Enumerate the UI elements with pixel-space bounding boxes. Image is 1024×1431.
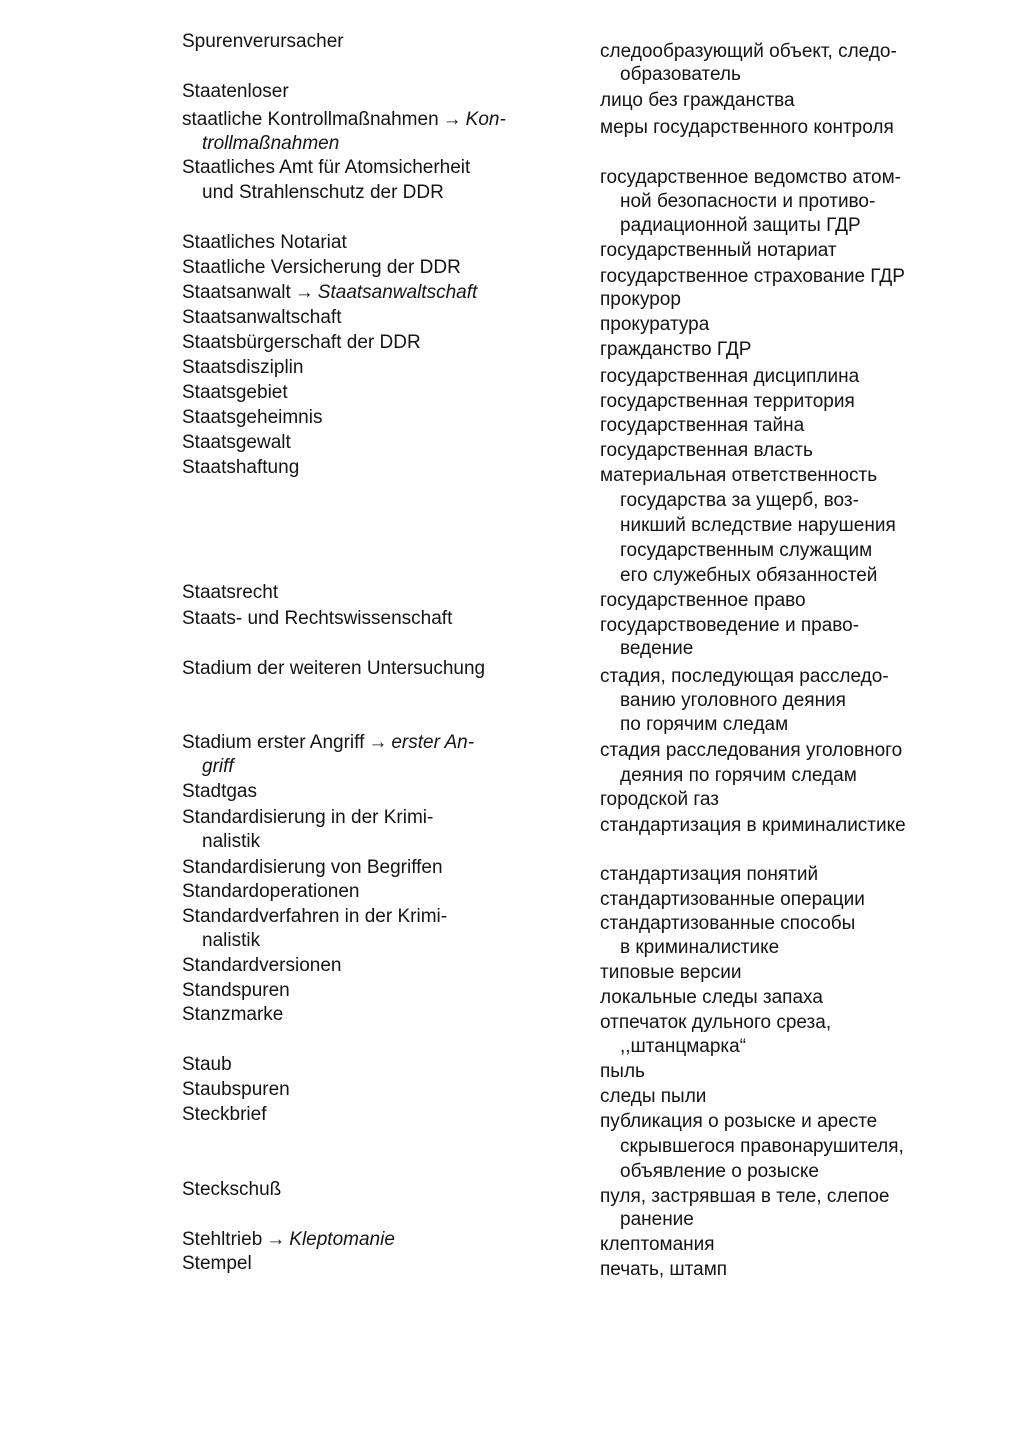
de-term: Stadtgas [182,781,257,802]
de-term: Stehltrieb → Kleptomanie [182,1229,395,1250]
ru-translation: государственная тайна [600,415,805,436]
ru-translation: печать, штамп [600,1259,728,1280]
cross-reference-arrow-icon: → [266,1229,286,1250]
de-term: Staats- und Rechtswissenschaft [182,608,453,629]
ru-translation: клептомания [600,1234,715,1255]
de-term: Staatsanwalt → Staatsanwaltschaft [182,282,478,303]
de-term-continuation: trollmaßnahmen [202,133,340,154]
cross-reference[interactable]: erster An- [391,732,475,753]
ru-translation: стандартизация в криминалистике [600,815,906,836]
de-term: Staatshaftung [182,457,300,478]
ru-translation: меры государственного контроля [600,117,894,138]
ru-translation: государствоведение и право- [600,615,860,636]
ru-translation: пуля, застрявшая в теле, слепое [600,1186,890,1207]
ru-translation: гражданство ГДР [600,339,752,360]
ru-translation: государственное право [600,590,806,611]
de-term: Stadium erster Angriff → erster An- [182,732,475,753]
de-term: Standardoperationen [182,881,360,902]
ru-translation-continuation: образователь [620,64,741,85]
de-term-continuation: nalistik [202,831,261,852]
cross-reference-arrow-icon: → [368,732,388,753]
ru-translation: стадия расследования уголовного [600,740,903,761]
de-term: Standspuren [182,980,290,1001]
de-term: Staatliches Amt für Atomsicherheit [182,157,471,178]
ru-translation-continuation: скрывшегося правонарушителя, [620,1136,904,1157]
de-term: Staatsgewalt [182,432,291,453]
de-term-continuation: und Strahlenschutz der DDR [202,182,444,203]
de-term: Staatsgeheimnis [182,407,323,428]
ru-translation: следы пыли [600,1086,707,1107]
de-term: Standardisierung von Begriffen [182,857,443,878]
ru-translation: типовые версии [600,962,742,983]
ru-translation: государственная территория [600,391,855,412]
ru-translation: государственная власть [600,440,813,461]
ru-translation-continuation: по горячим следам [620,714,789,735]
ru-translation: материальная ответственность [600,465,878,486]
de-term: Staatsanwaltschaft [182,307,342,328]
ru-translation: государственное страхование ГДР [600,266,905,287]
ru-translation-continuation: в криминалистике [620,937,780,958]
de-term: staatliche Kontrollmaßnahmen → Kon- [182,109,506,130]
ru-translation-continuation: государственным служащим [620,540,873,561]
de-term: Staatsgebiet [182,382,288,403]
de-term-continuation: nalistik [202,930,261,951]
de-term: Staubspuren [182,1079,290,1100]
de-term: Stanzmarke [182,1004,284,1025]
de-term: Staub [182,1054,232,1075]
de-term: Staatsbürgerschaft der DDR [182,332,421,353]
ru-translation-continuation: ранение [620,1209,694,1230]
cross-reference[interactable]: Kon- [465,109,506,130]
ru-translation: лицо без гражданства [600,90,795,111]
cross-reference-arrow-icon: → [294,282,314,303]
ru-translation: пыль [600,1061,645,1082]
de-term: Standardverfahren in der Krimi- [182,906,448,927]
ru-translation: следообразующий объект, следо- [600,41,897,62]
cross-reference[interactable]: Kleptomanie [289,1229,395,1250]
ru-translation: стадия, последующая расследо- [600,666,889,687]
ru-translation: отпечаток дульного среза, [600,1012,832,1033]
ru-translation: локальные следы запаха [600,987,823,1008]
ru-translation: публикация о розыске и аресте [600,1111,878,1132]
ru-translation: стандартизованные операции [600,889,865,910]
ru-translation-continuation: его служебных обязанностей [620,565,878,586]
de-term: Standardversionen [182,955,342,976]
de-term-continuation: griff [202,756,234,777]
ru-translation: государственный нотариат [600,240,837,261]
ru-translation: прокурор [600,289,681,310]
de-term: Staatliches Notariat [182,232,347,253]
ru-translation: городской газ [600,789,719,810]
ru-translation-continuation: радиационной защиты ГДР [620,215,861,236]
ru-translation: государственная дисциплина [600,366,860,387]
de-term: Staatliche Versicherung der DDR [182,257,461,278]
ru-translation-continuation: объявление о розыске [620,1161,819,1182]
de-term: Staatsrecht [182,582,279,603]
de-term: Staatsdisziplin [182,357,304,378]
ru-translation-continuation: ной безопасности и противо- [620,191,876,212]
ru-translation: стандартизованные способы [600,913,856,934]
ru-translation: стандартизация понятий [600,864,819,885]
ru-translation-continuation: государства за ущерб, воз- [620,490,859,511]
de-term: Standardisierung in der Krimi- [182,807,434,828]
de-term: Stadium der weiteren Untersuchung [182,658,486,679]
de-term: Staatenloser [182,81,289,102]
ru-translation-continuation: никший вследствие нарушения [620,515,896,536]
de-term: Spurenverursacher [182,31,344,52]
ru-translation-continuation: ведение [620,638,694,659]
de-term: Steckbrief [182,1104,267,1125]
cross-reference-arrow-icon: → [442,109,462,130]
ru-translation: государственное ведомство атом- [600,167,901,188]
cross-reference[interactable]: Staatsanwaltschaft [317,282,478,303]
ru-translation-continuation: деяния по горячим следам [620,765,857,786]
de-term: Stempel [182,1253,252,1274]
de-term: Steckschuß [182,1179,282,1200]
ru-translation-continuation: ванию уголовного деяния [620,690,846,711]
ru-translation-continuation: ,,штанцмарка“ [620,1036,747,1057]
ru-translation: прокуратура [600,314,710,335]
